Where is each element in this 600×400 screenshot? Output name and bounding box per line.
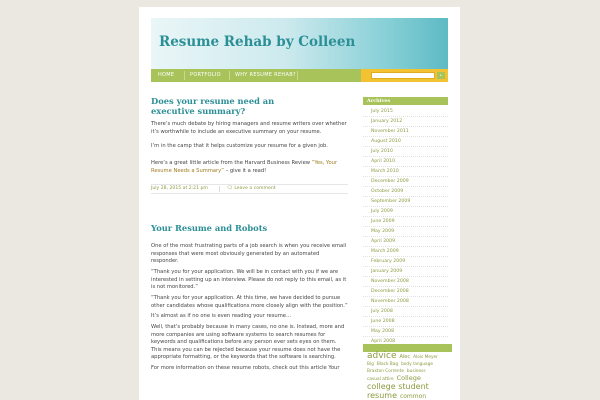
- archive-link[interactable]: November 2011: [363, 127, 448, 137]
- tag-link[interactable]: Alois Meyer: [413, 355, 438, 360]
- archive-link[interactable]: January 2009: [363, 267, 448, 277]
- archive-link[interactable]: April 2008: [363, 337, 448, 347]
- archive-link[interactable]: November 2008: [363, 297, 448, 307]
- nav-divider: [229, 71, 230, 80]
- post-text-line: “Thank you for your application. We will be in contact with you if we are: [151, 268, 339, 275]
- nav-divider: [297, 71, 298, 80]
- tag-link[interactable]: body language: [401, 362, 434, 367]
- tag-link[interactable]: College: [396, 374, 421, 382]
- post-text-line: responder.: [151, 258, 179, 265]
- search-input[interactable]: [371, 72, 435, 79]
- post-text-line: Well, that’s probably because in many cases, no one is. Instead, more and: [151, 324, 345, 331]
- archive-link[interactable]: December 2008: [363, 287, 448, 297]
- post-title-executive-summary[interactable]: [151, 97, 351, 116]
- archive-link[interactable]: April 2009: [363, 237, 448, 247]
- post-body: [151, 243, 351, 373]
- archive-link[interactable]: August 2010: [363, 137, 448, 147]
- comment-icon: 🗨: [227, 186, 233, 191]
- tag-link[interactable]: advice: [367, 351, 397, 361]
- post-text-line: “Thank you for your application. At this time, we have decided to pursue: [151, 294, 341, 301]
- archives-widget-title: Archives: [363, 97, 448, 105]
- text-line: There’s much debate by hiring managers and resume writers over whether: [151, 121, 347, 127]
- post-text-line: interested in setting up an interview. Please do not reply to this email, as it: [151, 276, 347, 283]
- text-line: Here’s a great little article from the Harvard Business Review: [151, 160, 312, 166]
- post-meta: [151, 184, 348, 194]
- archive-link[interactable]: July 2010: [363, 147, 448, 157]
- nav-home[interactable]: HOME: [158, 72, 175, 78]
- tag-link[interactable]: Alec: [399, 354, 411, 360]
- archive-link[interactable]: October 2009: [363, 187, 448, 197]
- nav-divider: [184, 71, 185, 80]
- archive-link[interactable]: May 2008: [363, 327, 448, 337]
- main-navigation: [151, 69, 448, 82]
- tag-link[interactable]: Big: [367, 362, 374, 367]
- tag-link[interactable]: resume: [367, 391, 397, 400]
- text-line: it’s worthwhile to include an executive summary on your resume.: [151, 128, 322, 135]
- post-text-line: keywords and qualifications before any person ever sets eyes on them.: [151, 339, 337, 346]
- archive-link[interactable]: December 2009: [363, 177, 448, 187]
- tag-link[interactable]: Black Bag: [376, 362, 399, 367]
- archive-link[interactable]: November 2008: [363, 277, 448, 287]
- archives-list: [363, 107, 448, 347]
- post-title-line: Does your resume need an: [151, 96, 275, 106]
- text-line: I’m in the camp that it helps customize your resume for a given job.: [151, 143, 328, 149]
- search-area: [361, 69, 448, 82]
- archive-link[interactable]: July 2015: [363, 107, 448, 117]
- archive-link[interactable]: June 2009: [363, 217, 448, 227]
- post-text-line: appropriate formatting, or the keywords that the software is searching.: [151, 354, 336, 361]
- post-text-line: responses that were most obviously generated by an automated: [151, 250, 320, 257]
- text-line: – give it a read!: [223, 167, 267, 174]
- archive-link[interactable]: April 2010: [363, 157, 448, 167]
- tag-link[interactable]: casual attire: [367, 377, 394, 382]
- archive-link[interactable]: March 2010: [363, 167, 448, 177]
- nav-why-resume-rehab[interactable]: WHY RESUME REHAB?: [235, 72, 296, 78]
- tag-link[interactable]: college student: [367, 382, 429, 391]
- page-container: [139, 7, 460, 400]
- tag-link[interactable]: Braxton Corrente: [367, 369, 404, 374]
- search-button[interactable]: ▸: [437, 72, 445, 79]
- post-text-line: other candidates whose qualifications more closely align with the position.”: [151, 302, 348, 309]
- post-text-line: is not monitored.”: [151, 284, 198, 291]
- post-title-resume-robots[interactable]: Your Resume and Robots: [151, 223, 268, 233]
- nav-portfolio[interactable]: PORTFOLIO: [190, 72, 221, 78]
- archive-link[interactable]: June 2008: [363, 317, 448, 327]
- post-text-line: One of the most frustrating parts of a job search is when you receive email: [151, 243, 347, 249]
- post-date-link[interactable]: July 28, 2015 at 2:21 pm: [151, 186, 208, 191]
- archive-link[interactable]: February 2009: [363, 257, 448, 267]
- tag-link[interactable]: business: [406, 369, 426, 374]
- hbr-article-link[interactable]: “Yes, Your: [311, 160, 338, 166]
- post-text-line: It’s almost as if no one is even reading your resume…: [151, 313, 292, 320]
- archive-link[interactable]: May 2009: [363, 227, 448, 237]
- sidebar: [363, 97, 448, 400]
- archive-link[interactable]: July 2009: [363, 207, 448, 217]
- archive-link[interactable]: July 2008: [363, 307, 448, 317]
- tag-cloud: [367, 353, 449, 400]
- archive-link[interactable]: March 2009: [363, 247, 448, 257]
- hbr-article-link-cont[interactable]: Resume Needs a Summary”: [151, 167, 224, 174]
- post-text-line: For more information on these resume robots, check out this article Your: [151, 365, 340, 372]
- tag-link[interactable]: common: [399, 393, 427, 400]
- post-paragraph: [151, 160, 351, 175]
- site-title[interactable]: Resume Rehab by Colleen: [159, 34, 356, 50]
- post-paragraph: [151, 143, 351, 151]
- post-text-line: This means you can be rejected because your resume does not have the: [151, 346, 341, 353]
- meta-divider: [219, 186, 220, 192]
- archive-link[interactable]: September 2009: [363, 197, 448, 207]
- post-title-line: executive summary?: [151, 105, 246, 116]
- post-text-line: more companies are using software systems to search resumes for: [151, 331, 326, 338]
- archive-link[interactable]: January 2012: [363, 117, 448, 127]
- site-header: [151, 18, 448, 69]
- post-paragraph: [151, 121, 351, 136]
- leave-comment-link[interactable]: [227, 185, 276, 193]
- leave-comment-label: Leave a comment: [234, 186, 276, 191]
